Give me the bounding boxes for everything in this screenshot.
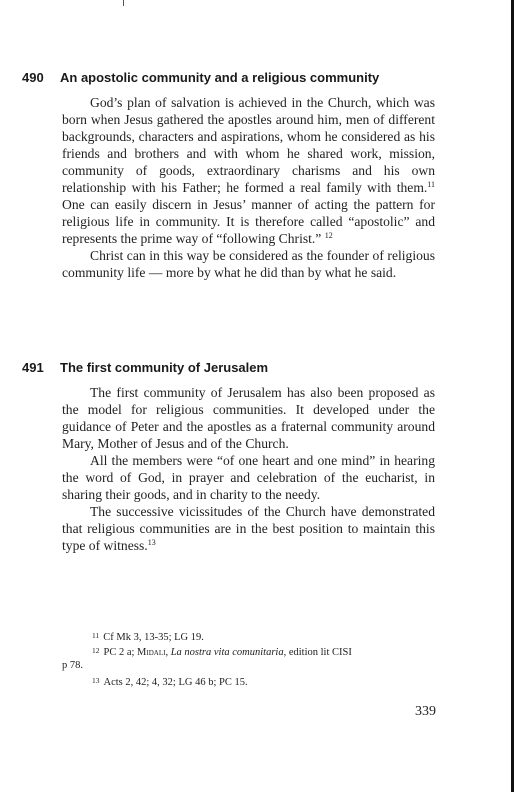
top-tick-mark — [123, 0, 124, 6]
paragraph: Christ can in this way be considered as the founder of religious community life — more by what he did than by what he said. — [62, 248, 435, 280]
paragraph: The first community of Jerusalem has also been proposed as the model for religious communities. It developed under the guidance of Peter and the apostles as a fraternal community around Mary, Mother of Jesus and of the Church. — [62, 385, 435, 451]
footnote-continuation: p 78. — [62, 660, 83, 671]
paragraph: The successive vicissitudes of the Church have demonstrated that religious communities are in the best position to maintain this type of witness.$^{13}$ — [62, 504, 435, 553]
footnote-ref: 12 — [324, 231, 333, 240]
footnote: 11 Cf Mk 3, 13-35; LG 19. — [92, 631, 204, 643]
paragraph: All the members were “of one heart and one mind” in hearing the word of God, in prayer and celebration of the eucharist, in sharing their goods, and in charity to the needy. — [62, 453, 435, 502]
page-number: 339 — [415, 704, 436, 719]
section-title: The first community of Jerusalem — [60, 360, 269, 375]
footnote: 12 PC 2 a; Midali, La nostra vita comunitaria, edition lit CISI — [92, 646, 352, 658]
paragraph: God’s plan of salvation is achieved in the Church, which was born when Jesus gathered the apostles around him, men of different backgrounds, characters and aspirations, whom he considered as his friends and brothers and with whom he shared work, mission, community of goods, extraordinary charisms and his own relationship with his Father; he formed a real family with them.$^{11}$ One can easily discern in Jesus’ manner of acting the pattern for religious life in community. It is therefore called “apostolic” and represents the prime way of “following Christ.” $^{12}$ — [62, 95, 435, 246]
section-heading-491 — [22, 360, 268, 375]
section-number: 490 — [22, 70, 44, 85]
section-title: An apostolic community and a religious community — [60, 70, 380, 85]
footnote: 13 Acts 2, 42; 4, 32; LG 46 b; PC 15. — [92, 676, 248, 688]
footnote-ref: 11 — [427, 180, 435, 189]
section-number: 491 — [22, 360, 44, 375]
footnote-ref: 13 — [147, 538, 156, 547]
section-heading-490 — [22, 70, 379, 85]
section-body-491 — [62, 384, 435, 554]
section-body-490 — [62, 94, 435, 281]
